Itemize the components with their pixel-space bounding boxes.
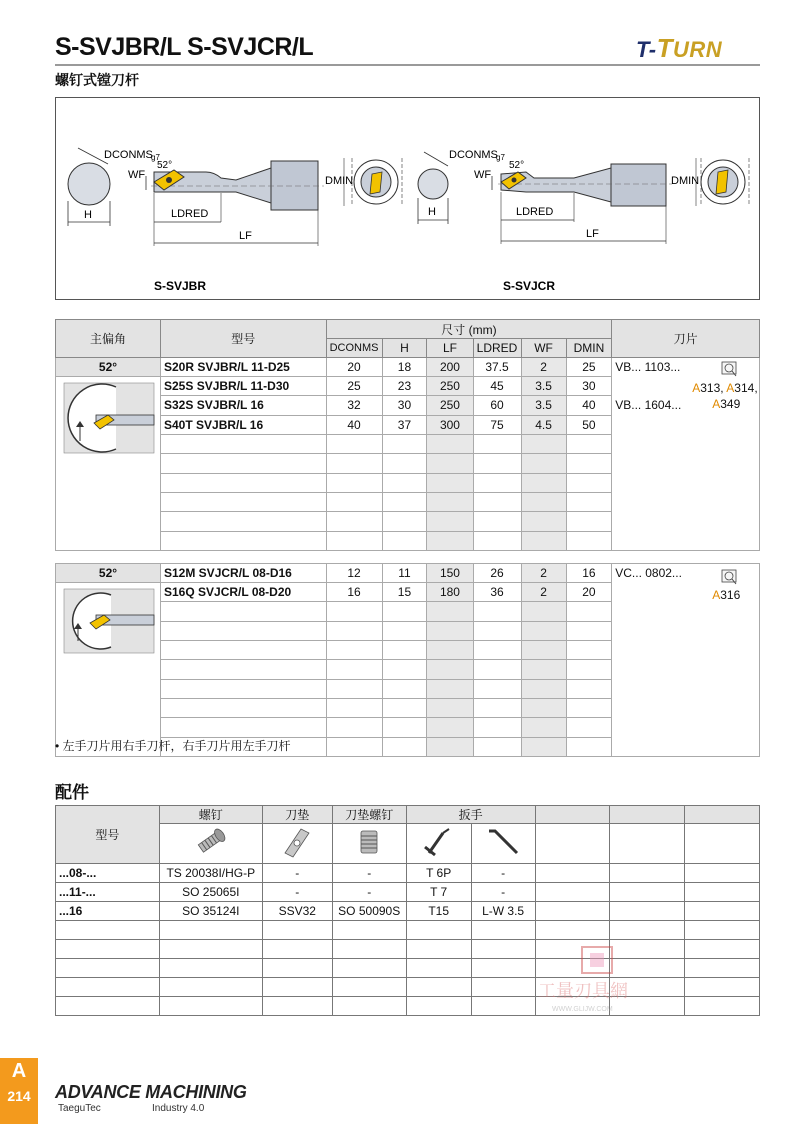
dim-ldred-left: LDRED [171, 208, 209, 220]
brand-part2: T [656, 33, 673, 63]
dmin-cell: 16 [566, 564, 612, 583]
empty-row [56, 921, 760, 940]
watermark-text: 工量刃具網 [538, 981, 628, 1001]
header-lf: LF [427, 339, 473, 358]
wf-cell: 4.5 [521, 415, 566, 434]
acc-key1: T 6P [406, 864, 471, 883]
acc-header-screw: 螺钉 [159, 806, 262, 824]
acc-header-shim-screw: 刀垫螺钉 [332, 806, 406, 824]
dmin-cell: 30 [566, 377, 612, 396]
table-row [56, 358, 760, 377]
acc-shim: - [262, 883, 332, 902]
dim-angle-left: 52° [157, 160, 173, 171]
watermark [530, 945, 670, 1020]
ref-page: 314, [734, 381, 758, 395]
dim-wf-right: WF [474, 169, 492, 181]
watermark-url: WWW.GLIJW.COM [552, 1006, 613, 1013]
dconms-cell: 20 [326, 358, 382, 377]
torx-key-icon [406, 824, 471, 864]
model-cell: S16Q SVJCR/L 08-D20 [161, 583, 327, 602]
dmin-cell: 25 [566, 358, 612, 377]
acc-header-wrench: 扳手 [406, 806, 535, 824]
wf-cell: 3.5 [521, 377, 566, 396]
model-cell: S32S SVJBR/L 16 [161, 396, 327, 415]
shim-icon [262, 824, 332, 864]
h-cell: 23 [382, 377, 427, 396]
ldred-cell: 37.5 [473, 358, 521, 377]
insert-code: VB... 1604... [615, 398, 682, 412]
wf-cell: 3.5 [521, 396, 566, 415]
ref-prefix: A [726, 381, 735, 395]
group1-angle: 52° [56, 358, 161, 377]
acc-screw: SO 35124I [159, 902, 262, 921]
footer-company: TaeguTec [58, 1103, 101, 1114]
header-ldred: LDRED [473, 339, 521, 358]
model-cell: S20R SVJBR/L 11-D25 [161, 358, 327, 377]
ldred-cell: 45 [473, 377, 521, 396]
h-cell: 18 [382, 358, 427, 377]
section-letter: A [11, 1060, 27, 1082]
ldred-cell: 26 [473, 564, 521, 583]
lf-cell: 150 [427, 564, 473, 583]
spec-table [55, 319, 760, 757]
ref-prefix: A [712, 588, 721, 602]
ref-prefix: A [692, 381, 701, 395]
dmin-cell: 20 [566, 583, 612, 602]
table-row [56, 902, 760, 921]
ref-page: 313, [700, 381, 727, 395]
acc-model: ...11-... [56, 883, 160, 902]
header-insert: 刀片 [612, 320, 760, 358]
table-row [56, 564, 760, 583]
acc-model: ...08-... [56, 864, 160, 883]
acc-shim-screw: - [332, 864, 406, 883]
dmin-cell: 50 [566, 415, 612, 434]
table-row [56, 864, 760, 883]
page-number: 214 [7, 1088, 31, 1104]
page-refs [692, 380, 757, 412]
h-cell: 30 [382, 396, 427, 415]
insert-code: VC... 0802... [615, 566, 682, 580]
dmin-cell: 40 [566, 396, 612, 415]
dconms-cell: 40 [326, 415, 382, 434]
wf-cell: 2 [521, 358, 566, 377]
model-cell: S25S SVJBR/L 11-D30 [161, 377, 327, 396]
acc-shim-screw: SO 50090S [332, 902, 406, 921]
group1-illustration [56, 377, 161, 551]
lf-cell: 180 [427, 583, 473, 602]
svjcr-drawing [418, 149, 749, 293]
footnote: • 左手刀片用右手刀杆，右手刀片用左手刀杆 [55, 739, 291, 753]
ldred-cell: 75 [473, 415, 521, 434]
header-dims: 尺寸 (mm) [326, 320, 612, 339]
model-cell: S40T SVJBR/L 16 [161, 415, 327, 434]
insert-code: VB... 1103... [615, 360, 681, 374]
dim-lf-right: LF [586, 228, 599, 240]
insert-cell-group2 [612, 564, 760, 757]
dim-h-left: H [84, 209, 92, 221]
footer-tagline: Industry 4.0 [152, 1103, 205, 1114]
acc-key2: - [471, 883, 535, 902]
ref-prefix: A [712, 397, 721, 411]
dconms-cell: 32 [326, 396, 382, 415]
acc-shim: - [262, 864, 332, 883]
title-divider [55, 64, 760, 66]
acc-key2: - [471, 864, 535, 883]
h-cell: 37 [382, 415, 427, 434]
page-tab [0, 1058, 38, 1124]
brand-part3: URN [672, 37, 723, 62]
dconms-cell: 12 [326, 564, 382, 583]
dim-angle-right: 52° [509, 160, 525, 171]
page-refs [712, 588, 740, 602]
hex-key-icon [471, 824, 535, 864]
tool-diagram [55, 97, 760, 300]
dim-dconms-sub-left: g7 [151, 153, 160, 162]
ldred-cell: 60 [473, 396, 521, 415]
magnifier-icon [720, 568, 740, 586]
header-dmin: DMIN [566, 339, 612, 358]
dim-wf-left: WF [128, 169, 146, 181]
h-cell: 11 [382, 564, 427, 583]
magnifier-icon [720, 360, 740, 378]
acc-key1: T 7 [406, 883, 471, 902]
acc-screw: TS 20038I/HG-P [159, 864, 262, 883]
dim-dconms-right: DCONMS [449, 149, 498, 161]
accessories-heading: 配件 [55, 783, 89, 802]
header-dconms: DCONMS [326, 339, 382, 358]
label-svjcr: S-SVJCR [503, 279, 556, 293]
acc-header-shim: 刀垫 [262, 806, 332, 824]
acc-screw: SO 25065I [159, 883, 262, 902]
model-cell: S12M SVJCR/L 08-D16 [161, 564, 327, 583]
screw-icon [159, 824, 262, 864]
dim-h-right: H [428, 206, 436, 218]
shim-screw-icon [332, 824, 406, 864]
wf-cell: 2 [521, 564, 566, 583]
svjbr-drawing [68, 148, 402, 293]
group2-illustration [56, 583, 161, 757]
shank-section-right [418, 169, 448, 199]
ref-page: 349 [720, 397, 741, 411]
ref-page: 316 [720, 588, 741, 602]
dim-dmin-left: DMIN [325, 175, 354, 187]
page-title: S-SVJBR/L S-SVJCR/L [55, 33, 314, 61]
wf-cell: 2 [521, 583, 566, 602]
dim-ldred-right: LDRED [516, 206, 554, 218]
acc-key1: T15 [406, 902, 471, 921]
header-h: H [382, 339, 427, 358]
dconms-cell: 25 [326, 377, 382, 396]
lf-cell: 250 [427, 377, 473, 396]
dconms-cell: 16 [326, 583, 382, 602]
shank-section-left [68, 163, 110, 205]
table-row [56, 883, 760, 902]
page-subtitle: 螺钉式镗刀杆 [55, 72, 139, 88]
header-wf: WF [521, 339, 566, 358]
ldred-cell: 36 [473, 583, 521, 602]
dim-dconms-left: DCONMS [104, 149, 153, 161]
acc-model: ...16 [56, 902, 160, 921]
label-svjbr: S-SVJBR [154, 279, 207, 293]
acc-key2: L-W 3.5 [471, 902, 535, 921]
group2-angle: 52° [56, 564, 161, 583]
lf-cell: 200 [427, 358, 473, 377]
h-cell: 15 [382, 583, 427, 602]
dim-dconms-sub-right: g7 [496, 153, 505, 162]
header-angle: 主偏角 [56, 320, 161, 358]
dim-dmin-right: DMIN [671, 175, 700, 187]
header-model: 型号 [161, 320, 327, 358]
footer-logo: ADVANCE MACHINING [55, 1082, 247, 1102]
lf-cell: 250 [427, 396, 473, 415]
acc-header-model: 型号 [56, 806, 160, 864]
dim-lf-left: LF [239, 230, 252, 242]
acc-shim-screw: - [332, 883, 406, 902]
insert-cell-group1 [612, 358, 760, 551]
t-turn-logo [636, 33, 722, 64]
lf-cell: 300 [427, 415, 473, 434]
brand-part1: T- [636, 37, 657, 62]
acc-shim: SSV32 [262, 902, 332, 921]
